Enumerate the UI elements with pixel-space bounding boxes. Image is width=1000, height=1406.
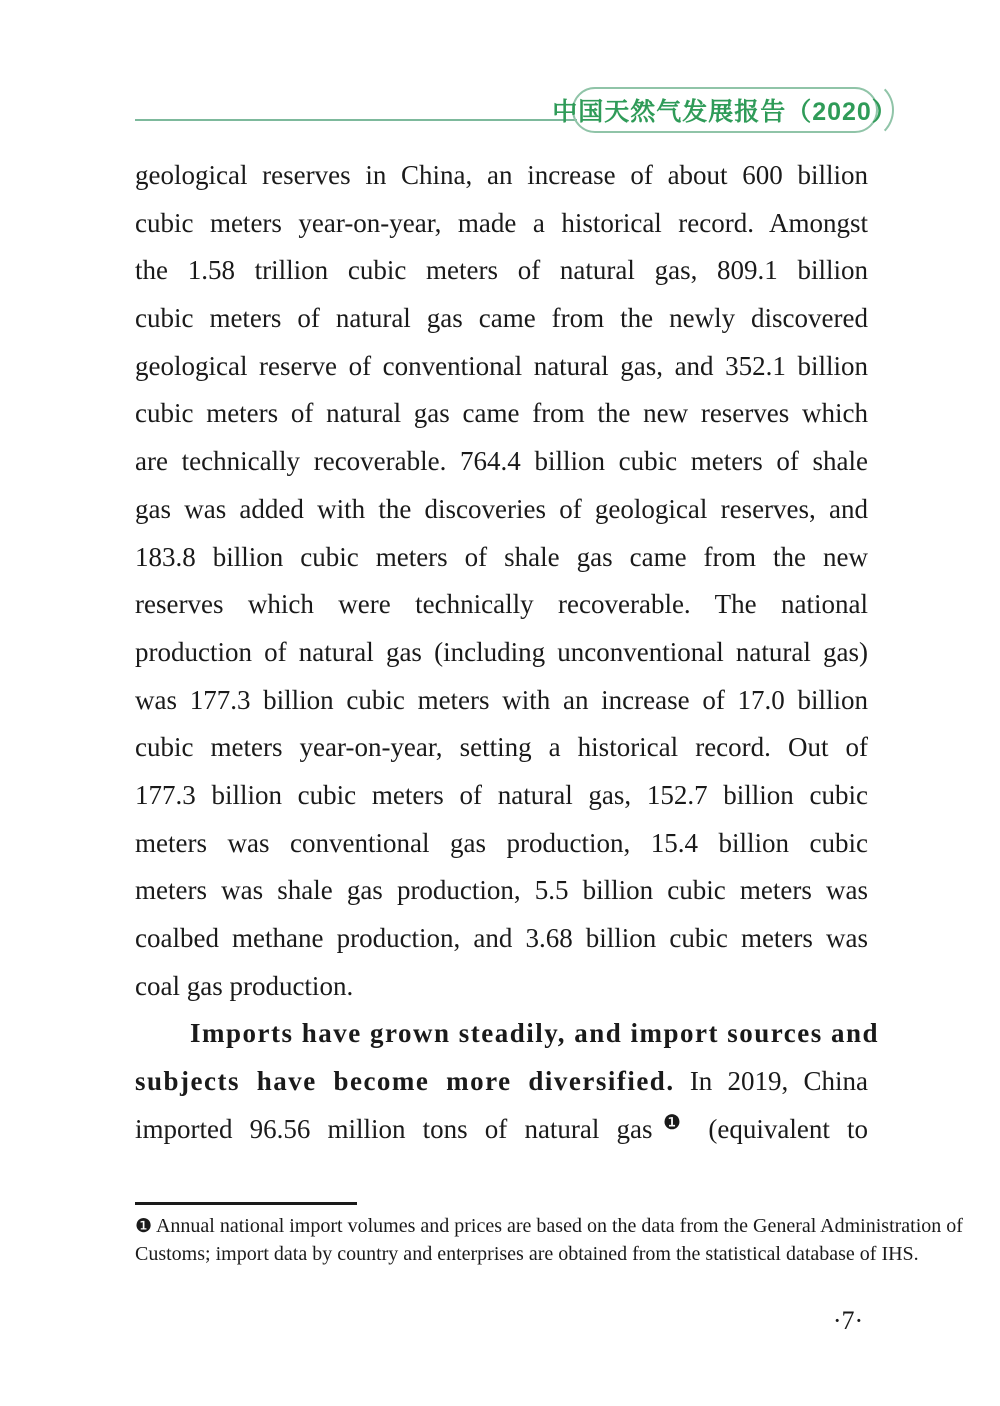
body-line: reserves which were technically recoverable. The national	[135, 589, 868, 620]
body-line: 177.3 billion cubic meters of natural gas, 152.7 billion cubic	[135, 779, 868, 810]
line-text: (equivalent to	[708, 1113, 868, 1144]
body-line: are technically recoverable. 764.4 billion cubic meters of shale	[135, 446, 868, 477]
body-line: cubic meters of natural gas came from the newly discovered	[135, 303, 868, 334]
body-line: cubic meters year-on-year, made a historical record. Amongst	[135, 207, 868, 238]
footnote-line	[135, 1212, 963, 1240]
bold-lead-text: Imports have grown steadily, and import sources and	[190, 1018, 880, 1049]
footnote-separator	[135, 1202, 357, 1205]
body-line: geological reserves in China, an increase of about 600 billion	[135, 160, 868, 190]
body-line: meters was conventional gas production, 15.4 billion cubic	[135, 827, 868, 858]
body-line: cubic meters of natural gas came from the new reserves which	[135, 398, 868, 429]
body-line: coal gas production.	[135, 970, 354, 1001]
page-number: ·7·	[832, 1306, 864, 1335]
body-line: the 1.58 trillion cubic meters of natural gas, 809.1 billion	[135, 255, 868, 286]
body-line: 183.8 billion cubic meters of shale gas came from the new	[135, 541, 868, 572]
page-title: 中国天然气发展报告（2020）	[552, 98, 898, 126]
footnote	[135, 1212, 963, 1268]
body-line: was 177.3 billion cubic meters with an increase of 17.0 billion	[135, 684, 868, 715]
body-line: geological reserve of conventional natural gas, and 352.1 billion	[135, 350, 868, 381]
body-line: coalbed methane production, and 3.68 billion cubic meters was	[135, 923, 868, 953]
body-text	[135, 152, 880, 1153]
body-line: meters was shale gas production, 5.5 billion cubic meters was	[135, 875, 868, 906]
footnote-text: Annual national import volumes and prices are based on the data from the General Administration of	[155, 1215, 963, 1237]
line-text: imported 96.56 million tons of natural gas	[135, 1113, 653, 1144]
footnote-reference-marker-icon: ❶	[652, 1109, 692, 1134]
header-rule	[135, 119, 577, 121]
header-title-pill	[552, 87, 898, 133]
footnote-line: Customs; import data by country and enterprises are obtained from the statistical database of IHS.	[135, 1243, 919, 1265]
body-line-with-footnote-ref	[135, 1106, 868, 1154]
normal-tail-text: In 2019, China	[689, 1066, 868, 1097]
body-line: production of natural gas (including unconventional natural gas)	[135, 636, 868, 667]
footnote-marker-icon: ❶	[135, 1215, 153, 1237]
bold-lead-text: subjects have become more diversified.	[135, 1066, 675, 1097]
body-line: cubic meters year-on-year, setting a historical record. Out of	[135, 732, 868, 763]
body-line: gas was added with the discoveries of geological reserves, and	[135, 493, 868, 524]
body-line-bold	[135, 1010, 880, 1058]
body-line-mixed	[135, 1058, 868, 1106]
